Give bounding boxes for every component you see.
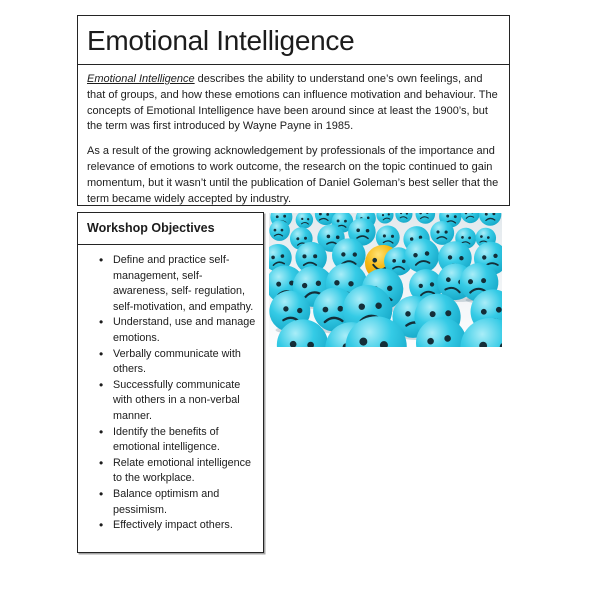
- objective-item: • Relate emotional intelligence to the workplace.: [99, 456, 257, 487]
- objectives-list: [78, 253, 263, 534]
- objective-item: • Define and practice self-management, self- awareness, self- regulation, self-motivation, and empathy.: [99, 253, 257, 315]
- emotional-intelligence-term: Emotional Intelligence: [87, 73, 195, 85]
- workshop-objectives-heading: Workshop Objectives: [78, 213, 263, 245]
- smiley-crowd-image: [269, 213, 502, 347]
- objective-item: • Verbally communicate with others.: [99, 347, 257, 378]
- smiley-crowd-illustration: [269, 213, 502, 347]
- objective-item: • Effectively impact others.: [99, 518, 257, 534]
- intro-paragraph-2: As a result of the growing acknowledgement by professionals of the importance and relevance of emotions to work outcome, the research on the topic continued to gain momentum, but it wasn’t until the publication of Daniel Goleman’s best seller that the term became widely accepted by industry.: [87, 145, 499, 205]
- workshop-objectives-box: [77, 212, 264, 553]
- page-title: Emotional Intelligence: [78, 16, 509, 65]
- intro-paragraph-1-text: describes the ability to understand one’s own feelings, and that of groups, and how these emotions can influence motivation and behaviour. The concepts of Emotional Intelligence have been around since at least the 1900’s, but the term was first introduced by Wayne Payne in 1985.: [87, 73, 498, 133]
- intro-paragraph-1: [87, 72, 499, 135]
- objective-item: • Understand, use and manage emotions.: [99, 315, 257, 346]
- intro-section: [77, 15, 510, 206]
- objective-item: • Successfully communicate with others in a non-verbal manner.: [99, 378, 257, 425]
- intro-text: [78, 65, 509, 213]
- objective-item: • Identify the benefits of emotional intelligence.: [99, 425, 257, 456]
- objective-item: • Balance optimism and pessimism.: [99, 487, 257, 518]
